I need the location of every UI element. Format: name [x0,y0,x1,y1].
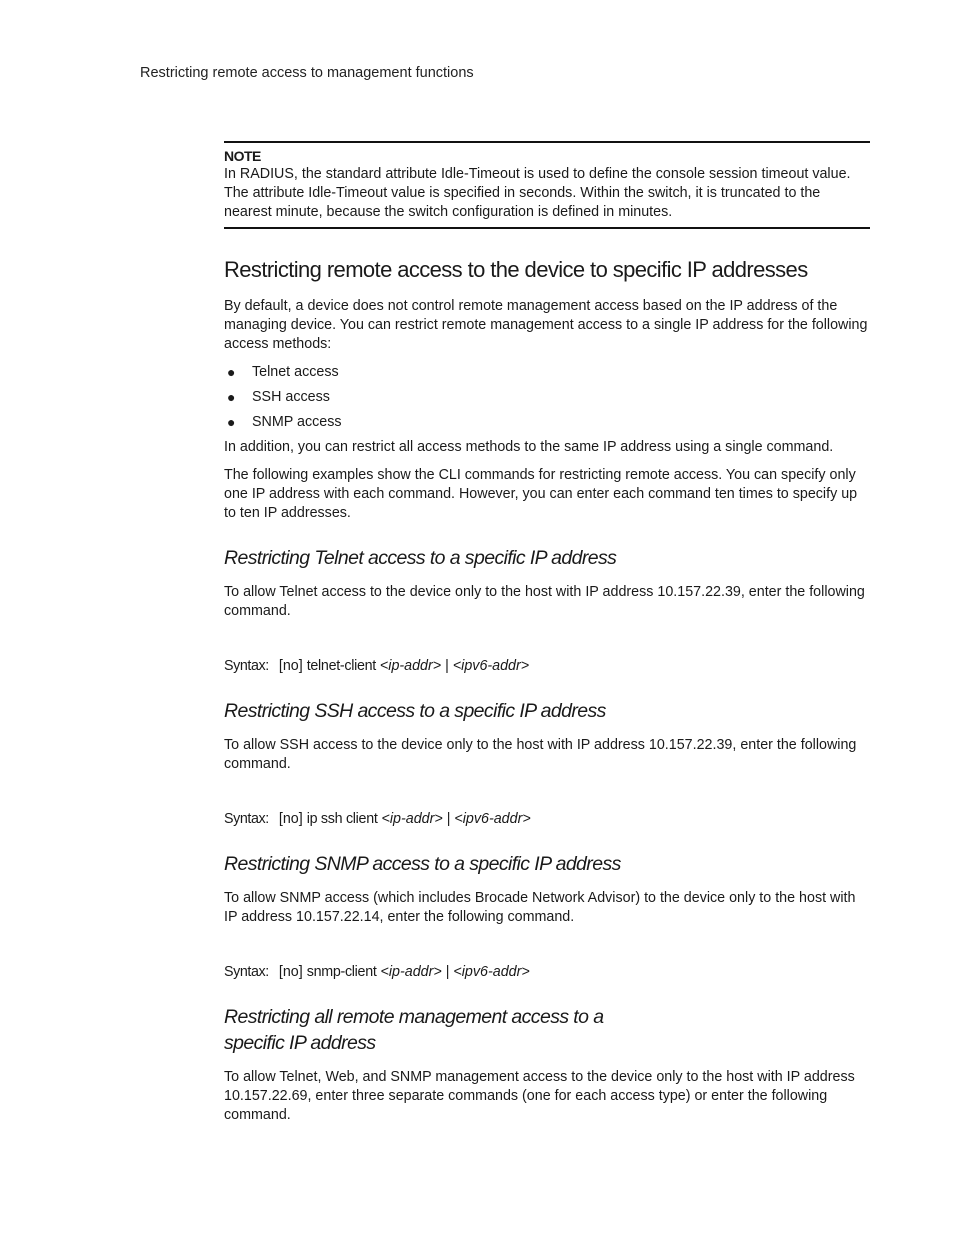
access-methods-list [224,363,870,432]
telnet-syntax: Syntax: [no] telnet-client <ip-addr> | <ipv6-addr> [224,658,530,674]
section-paragraph: In addition, you can restrict all access methods to the same IP address using a single command. [224,439,834,455]
snmp-heading: Restricting SNMP access to a specific IP address [224,853,621,875]
list-item: ● SNMP access [227,414,342,430]
running-header: Restricting remote access to management functions [140,65,474,81]
ssh-body: To allow SSH access to the device only to the host with IP address 10.157.22.39, enter the following command. [224,737,857,772]
all-access-heading: Restricting all remote management access to a specific IP address [224,1006,604,1054]
list-item: ● SSH access [227,389,330,405]
bullet-icon: ● [227,364,236,380]
note-title: NOTE [224,148,261,164]
section-heading: Restricting remote access to the device to specific IP addresses [224,257,808,282]
list-item: ● Telnet access [227,364,339,380]
snmp-body: To allow SNMP access (which includes Brocade Network Advisor) to the device only to the host with IP address 10.157.22.14, enter the following command. [224,890,856,925]
all-access-body: To allow Telnet, Web, and SNMP management access to the device only to the host with IP address 10.157.22.69, enter three separate commands (one for each access type) or enter the following command. [224,1069,855,1123]
bullet-icon: ● [227,389,236,405]
telnet-body: To allow Telnet access to the device only to the host with IP address 10.157.22.39, enter the following command. [224,584,865,619]
snmp-syntax: Syntax: [no] snmp-client <ip-addr> | <ipv6-addr> [224,964,530,980]
section-intro: By default, a device does not control remote management access based on the IP address of the managing device. You can restrict remote management access to a single IP address for the following access methods: [224,298,868,352]
section-paragraph: The following examples show the CLI commands for restricting remote access. You can specify only one IP address with each command. However, you can enter each command ten times to specify up to ten IP addresses. [224,467,858,521]
page-content [224,141,870,1134]
ssh-heading: Restricting SSH access to a specific IP address [224,700,606,722]
note-body: In RADIUS, the standard attribute Idle-Timeout is used to define the console session timeout value. The attribute Idle-Timeout value is specified in seconds. Within the switch, it is truncated to the nearest minute, because the switch configuration is defined in minutes. [224,166,851,220]
note-box [224,141,870,229]
ssh-syntax: Syntax: [no] ip ssh client <ip-addr> | <ipv6-addr> [224,811,531,827]
telnet-heading: Restricting Telnet access to a specific IP address [224,547,617,569]
bullet-icon: ● [227,414,236,430]
